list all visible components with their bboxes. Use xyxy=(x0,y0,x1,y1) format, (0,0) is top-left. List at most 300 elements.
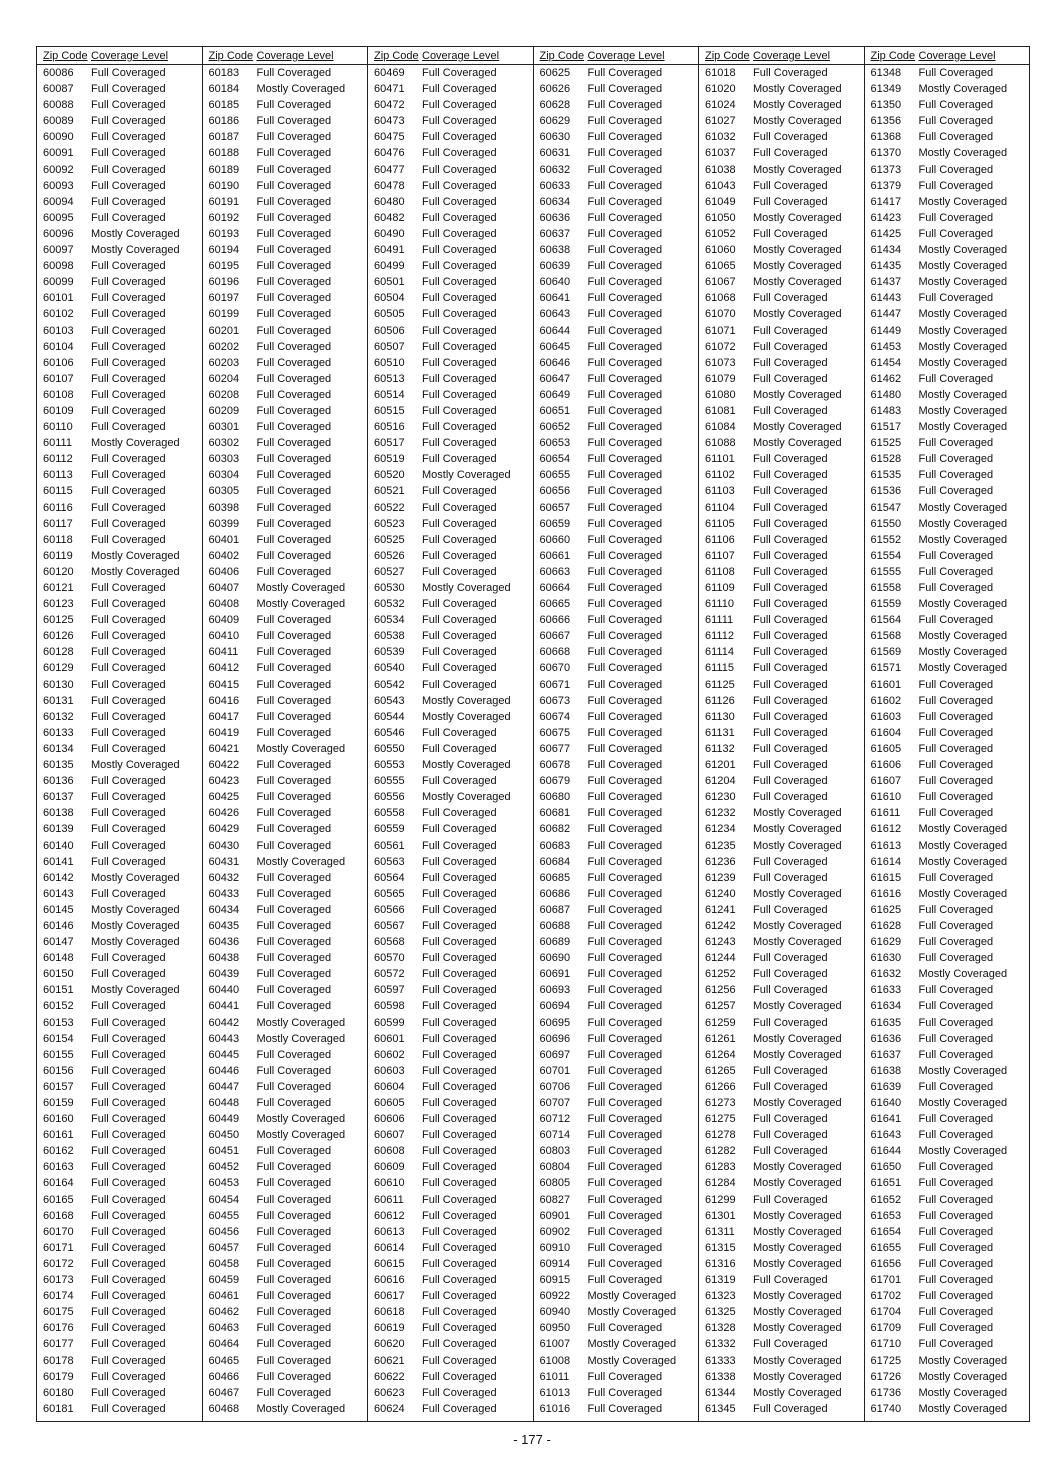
coverage-level-cell: Mostly Coveraged xyxy=(753,839,842,852)
coverage-level-cell: Mostly Coveraged xyxy=(753,1048,842,1061)
zip-code-cell: 60558 xyxy=(374,807,405,820)
coverage-level-cell: Mostly Coveraged xyxy=(587,1354,677,1367)
table-row xyxy=(37,644,202,660)
zip-code-cell: 61065 xyxy=(705,260,736,273)
table-row xyxy=(37,1208,202,1224)
table-row xyxy=(534,81,699,97)
zip-code-cell: 60616 xyxy=(374,1274,405,1287)
zip-code-cell: 61601 xyxy=(870,678,902,691)
zip-code-cell: 61640 xyxy=(870,1097,902,1109)
zip-code-cell: 61132 xyxy=(705,742,735,755)
zip-code-cell: 60464 xyxy=(208,1338,240,1351)
zip-code-cell: 61027 xyxy=(705,115,736,128)
coverage-level-cell: Full Coveraged xyxy=(422,1257,497,1270)
zip-code-cell: 60516 xyxy=(374,421,405,434)
table-row xyxy=(865,950,1030,966)
table-row xyxy=(203,1288,368,1304)
zip-code-cell: 61081 xyxy=(705,404,736,417)
coverage-level-cell: Mostly Coveraged xyxy=(753,1161,842,1174)
coverage-level-cell: Full Coveraged xyxy=(256,244,332,257)
table-row xyxy=(37,435,202,451)
coverage-level-cell: Full Coveraged xyxy=(256,276,332,289)
table-row xyxy=(368,500,533,516)
zip-code-cell: 60476 xyxy=(374,147,405,160)
coverage-level-cell: Full Coveraged xyxy=(256,485,332,498)
zip-code-cell: 60619 xyxy=(374,1322,405,1335)
table-row xyxy=(534,1401,699,1417)
table-row xyxy=(865,435,1030,451)
zip-code-cell: 60441 xyxy=(208,1000,240,1013)
table-row xyxy=(865,580,1030,596)
table-row xyxy=(699,1240,864,1256)
page-number: - 177 - xyxy=(513,1432,551,1447)
table-column-4 xyxy=(534,47,700,1421)
coverage-level-cell: Full Coveraged xyxy=(587,1370,663,1383)
zip-code-cell: 61605 xyxy=(870,742,902,755)
coverage-level-cell: Full Coveraged xyxy=(422,1113,497,1126)
coverage-level-cell: Full Coveraged xyxy=(918,1193,994,1206)
table-row xyxy=(37,467,202,483)
zip-code-cell: 60523 xyxy=(374,517,405,530)
table-row xyxy=(37,162,202,178)
zip-code-cell: 60527 xyxy=(374,565,405,578)
zip-code-cell: 61550 xyxy=(870,517,902,530)
table-row xyxy=(203,1063,368,1079)
table-row xyxy=(203,162,368,178)
table-row xyxy=(699,1127,864,1143)
table-row xyxy=(699,145,864,161)
coverage-level-cell: Full Coveraged xyxy=(753,1193,828,1206)
table-row xyxy=(534,693,699,709)
zip-code-cell: 60514 xyxy=(374,388,405,401)
zip-code-cell: 60638 xyxy=(539,244,571,257)
coverage-level-cell: Full Coveraged xyxy=(422,1225,497,1238)
zip-code-cell: 60447 xyxy=(208,1080,240,1093)
table-row xyxy=(865,1256,1030,1272)
coverage-level-cell: Full Coveraged xyxy=(587,662,663,675)
zip-code-cell: 61568 xyxy=(870,630,902,643)
table-row xyxy=(37,838,202,854)
zip-code-cell: 60644 xyxy=(539,324,571,337)
coverage-level-cell: Full Coveraged xyxy=(256,1290,332,1303)
coverage-level-cell: Full Coveraged xyxy=(587,1241,663,1254)
zip-code-cell: 60145 xyxy=(43,903,74,916)
coverage-level-cell: Full Coveraged xyxy=(256,227,332,240)
zip-code-cell: 60471 xyxy=(374,83,405,96)
table-row xyxy=(37,226,202,242)
table-row xyxy=(534,194,699,210)
table-row xyxy=(865,548,1030,564)
table-row xyxy=(699,403,864,419)
coverage-level-cell: Full Coveraged xyxy=(91,1386,166,1399)
table-row xyxy=(368,1336,533,1352)
coverage-level-cell: Full Coveraged xyxy=(422,775,497,788)
coverage-level-cell: Mostly Coveraged xyxy=(918,147,1008,160)
zip-code-cell: 60555 xyxy=(374,775,405,788)
zip-code-cell: 60141 xyxy=(43,855,74,868)
coverage-level-cell: Full Coveraged xyxy=(91,1225,166,1238)
coverage-level-cell: Mostly Coveraged xyxy=(918,968,1008,981)
table-row xyxy=(368,644,533,660)
table-row xyxy=(534,596,699,612)
zip-code-cell: 60190 xyxy=(208,179,240,192)
table-row xyxy=(865,483,1030,499)
table-row xyxy=(203,81,368,97)
zip-code-cell: 61356 xyxy=(870,115,902,128)
table-row xyxy=(865,596,1030,612)
coverage-level-cell: Full Coveraged xyxy=(256,549,332,562)
zip-code-cell: 60129 xyxy=(43,662,74,675)
zip-code-cell: 60696 xyxy=(539,1032,571,1045)
table-row xyxy=(534,1288,699,1304)
coverage-level-cell: Full Coveraged xyxy=(422,1386,497,1399)
table-row xyxy=(368,290,533,306)
zip-code-cell: 60659 xyxy=(539,517,571,530)
table-row xyxy=(37,1304,202,1320)
table-row xyxy=(865,757,1030,773)
table-row xyxy=(368,741,533,757)
zip-code-cell: 61325 xyxy=(705,1306,736,1319)
coverage-level-cell: Full Coveraged xyxy=(91,791,166,804)
coverage-level-cell: Full Coveraged xyxy=(256,1145,332,1158)
coverage-level-cell: Full Coveraged xyxy=(256,195,332,208)
table-row xyxy=(368,1385,533,1401)
coverage-level-cell: Full Coveraged xyxy=(91,67,166,79)
zip-code-cell: 60170 xyxy=(43,1225,74,1238)
coverage-level-cell: Mostly Coveraged xyxy=(918,340,1008,353)
zip-code-cell: 60605 xyxy=(374,1097,405,1109)
zip-code-cell: 60651 xyxy=(539,404,571,417)
table-row xyxy=(368,306,533,322)
zip-code-cell: 60639 xyxy=(539,260,571,273)
coverage-level-cell: Full Coveraged xyxy=(753,485,828,498)
table-row xyxy=(37,129,202,145)
coverage-level-cell: Full Coveraged xyxy=(91,260,166,273)
zip-code-cell: 60540 xyxy=(374,662,405,675)
table-row xyxy=(37,97,202,113)
table-row xyxy=(699,355,864,371)
zip-code-cell: 60622 xyxy=(374,1370,405,1383)
table-row xyxy=(368,580,533,596)
zip-code-cell: 60532 xyxy=(374,598,405,611)
coverage-level-cell: Full Coveraged xyxy=(587,244,663,257)
table-row xyxy=(368,419,533,435)
table-row xyxy=(37,757,202,773)
table-row xyxy=(534,741,699,757)
table-row xyxy=(368,1320,533,1336)
zip-code-cell: 60628 xyxy=(539,99,571,112)
coverage-level-cell: Full Coveraged xyxy=(256,614,332,627)
zip-code-cell: 61349 xyxy=(870,83,902,96)
table-row xyxy=(699,1143,864,1159)
coverage-level-cell: Mostly Coveraged xyxy=(753,99,842,112)
coverage-level-cell: Full Coveraged xyxy=(753,372,828,385)
table-row xyxy=(865,725,1030,741)
coverage-level-cell: Mostly Coveraged xyxy=(918,517,1008,530)
table-row xyxy=(534,886,699,902)
column-header xyxy=(203,49,368,65)
zip-code-cell: 61639 xyxy=(870,1080,902,1093)
zip-code-cell: 60688 xyxy=(539,919,571,932)
coverage-level-cell: Full Coveraged xyxy=(918,1000,994,1013)
zip-code-cell: 60399 xyxy=(208,517,240,530)
zip-code-cell: 61049 xyxy=(705,195,736,208)
table-row xyxy=(203,741,368,757)
zip-code-cell: 60673 xyxy=(539,694,571,707)
zip-code-cell: 61232 xyxy=(705,807,736,820)
table-row xyxy=(203,596,368,612)
table-row xyxy=(368,628,533,644)
table-row xyxy=(37,580,202,596)
coverage-level-cell: Full Coveraged xyxy=(91,356,166,369)
table-row xyxy=(534,532,699,548)
table-row xyxy=(534,1063,699,1079)
coverage-level-cell: Mostly Coveraged xyxy=(91,244,180,257)
coverage-level-cell: Full Coveraged xyxy=(256,131,332,144)
zip-code-cell: 60461 xyxy=(208,1290,240,1303)
table-row xyxy=(865,97,1030,113)
table-row xyxy=(37,998,202,1014)
coverage-level-cell: Full Coveraged xyxy=(256,453,332,466)
zip-code-cell: 60682 xyxy=(539,823,571,836)
zip-code-cell: 60184 xyxy=(208,83,240,96)
zip-code-cell: 61610 xyxy=(870,791,902,804)
table-row xyxy=(368,162,533,178)
zip-code-cell: 61535 xyxy=(870,469,902,482)
table-row xyxy=(534,1111,699,1127)
zip-code-cell: 60117 xyxy=(43,517,73,530)
zip-code-cell: 61242 xyxy=(705,919,736,932)
coverage-level-cell: Full Coveraged xyxy=(91,404,166,417)
zip-code-cell: 60599 xyxy=(374,1016,405,1029)
table-row xyxy=(203,677,368,693)
table-row xyxy=(203,419,368,435)
coverage-level-cell: Full Coveraged xyxy=(587,1145,663,1158)
coverage-level-cell: Full Coveraged xyxy=(918,437,994,450)
coverage-level-cell: Full Coveraged xyxy=(256,211,332,224)
zip-code-cell: 60111 xyxy=(43,437,72,450)
coverage-level-cell: Full Coveraged xyxy=(753,1274,828,1287)
coverage-level-cell: Full Coveraged xyxy=(91,807,166,820)
coverage-level-cell: Full Coveraged xyxy=(256,726,332,739)
coverage-level-cell: Full Coveraged xyxy=(422,179,497,192)
zip-code-cell: 60140 xyxy=(43,839,74,852)
coverage-level-cell: Full Coveraged xyxy=(256,372,332,385)
table-row xyxy=(534,838,699,854)
coverage-level-cell: Mostly Coveraged xyxy=(587,1306,677,1319)
coverage-level-cell: Full Coveraged xyxy=(918,710,994,723)
coverage-level-cell: Full Coveraged xyxy=(587,1016,663,1029)
table-column-3 xyxy=(368,47,534,1421)
coverage-level-cell: Mostly Coveraged xyxy=(753,211,842,224)
table-row xyxy=(203,838,368,854)
zip-code-cell: 60096 xyxy=(43,227,74,240)
zip-code-cell: 61020 xyxy=(705,83,736,96)
zip-code-cell: 61615 xyxy=(870,871,902,884)
coverage-level-cell: Full Coveraged xyxy=(587,726,663,739)
zip-code-cell: 60126 xyxy=(43,630,74,643)
table-row xyxy=(865,242,1030,258)
table-row xyxy=(699,548,864,564)
zip-code-cell: 60570 xyxy=(374,952,405,965)
zip-code-cell: 60138 xyxy=(43,807,74,820)
table-row xyxy=(37,934,202,950)
table-row xyxy=(534,918,699,934)
coverage-level-cell: Full Coveraged xyxy=(91,163,166,176)
coverage-level-cell: Full Coveraged xyxy=(918,678,994,691)
coverage-level-cell: Full Coveraged xyxy=(422,1209,497,1222)
coverage-level-cell: Full Coveraged xyxy=(587,1080,663,1093)
zip-code-cell: 60510 xyxy=(374,356,405,369)
zip-code-cell: 61110 xyxy=(705,598,734,611)
table-row xyxy=(203,371,368,387)
coverage-level-cell: Full Coveraged xyxy=(256,1322,332,1335)
table-row xyxy=(865,1015,1030,1031)
table-row xyxy=(865,532,1030,548)
zip-code-cell: 60462 xyxy=(208,1306,240,1319)
zip-code-cell: 60656 xyxy=(539,485,571,498)
table-row xyxy=(368,934,533,950)
zip-code-cell: 60617 xyxy=(374,1290,405,1303)
coverage-level-cell: Full Coveraged xyxy=(753,1402,828,1415)
table-row xyxy=(699,274,864,290)
coverage-level-cell: Mostly Coveraged xyxy=(91,984,180,997)
table-row xyxy=(699,1175,864,1191)
zip-code-cell: 60305 xyxy=(208,485,240,498)
coverage-level-cell: Mostly Coveraged xyxy=(91,759,180,772)
zip-code-cell: 60087 xyxy=(43,83,74,96)
table-row xyxy=(534,854,699,870)
table-row xyxy=(534,1079,699,1095)
zip-code-cell: 60902 xyxy=(539,1225,571,1238)
coverage-level-cell: Full Coveraged xyxy=(422,244,497,257)
table-row xyxy=(203,757,368,773)
table-row xyxy=(37,1143,202,1159)
coverage-level-cell: Full Coveraged xyxy=(753,759,828,772)
table-row xyxy=(37,612,202,628)
table-row xyxy=(865,870,1030,886)
coverage-level-cell: Full Coveraged xyxy=(753,984,828,997)
zip-code-cell: 60565 xyxy=(374,887,405,900)
table-row xyxy=(534,516,699,532)
zip-code-cell: 61528 xyxy=(870,453,902,466)
zip-code-cell: 60132 xyxy=(43,710,74,723)
table-row xyxy=(534,660,699,676)
zip-code-cell: 60155 xyxy=(43,1048,74,1061)
table-row xyxy=(534,934,699,950)
zip-code-cell: 60490 xyxy=(374,227,405,240)
table-row xyxy=(368,870,533,886)
table-row xyxy=(699,902,864,918)
coverage-level-cell: Full Coveraged xyxy=(422,1370,497,1383)
coverage-level-cell: Full Coveraged xyxy=(587,501,663,514)
zip-code-cell: 61108 xyxy=(705,565,735,578)
table-row xyxy=(534,467,699,483)
coverage-level-cell: Full Coveraged xyxy=(91,630,166,643)
zip-code-cell: 61032 xyxy=(705,131,736,144)
coverage-level-cell: Mostly Coveraged xyxy=(587,1290,677,1303)
zip-code-cell: 60090 xyxy=(43,131,74,144)
table-row xyxy=(699,596,864,612)
coverage-level-cell: Full Coveraged xyxy=(422,726,497,739)
table-row xyxy=(534,483,699,499)
coverage-level-cell: Full Coveraged xyxy=(422,1080,497,1093)
coverage-level-cell: Mostly Coveraged xyxy=(918,324,1008,337)
coverage-level-cell: Mostly Coveraged xyxy=(422,582,511,594)
table-row xyxy=(203,516,368,532)
coverage-level-cell: Full Coveraged xyxy=(918,99,994,112)
table-row xyxy=(699,773,864,789)
table-row xyxy=(368,194,533,210)
table-row xyxy=(368,918,533,934)
table-row xyxy=(699,258,864,274)
coverage-level-cell: Full Coveraged xyxy=(256,968,332,981)
zip-code-cell: 60940 xyxy=(539,1306,571,1319)
table-row xyxy=(534,339,699,355)
table-row xyxy=(865,821,1030,837)
coverage-level-cell: Full Coveraged xyxy=(422,1000,497,1013)
zip-code-cell: 61080 xyxy=(705,388,736,401)
zip-code-header: Zip Code xyxy=(374,50,419,62)
table-row xyxy=(203,1175,368,1191)
zip-code-cell: 60597 xyxy=(374,984,405,997)
coverage-level-cell: Full Coveraged xyxy=(587,147,663,160)
coverage-level-cell: Full Coveraged xyxy=(422,1354,497,1367)
coverage-level-cell: Full Coveraged xyxy=(918,742,994,755)
zip-code-cell: 61655 xyxy=(870,1241,902,1254)
table-row xyxy=(534,371,699,387)
coverage-level-cell: Full Coveraged xyxy=(256,630,332,643)
zip-code-cell: 60088 xyxy=(43,99,74,112)
table-row xyxy=(368,403,533,419)
zip-code-cell: 60632 xyxy=(539,163,571,176)
table-row xyxy=(865,129,1030,145)
table-row xyxy=(37,966,202,982)
table-row xyxy=(368,1031,533,1047)
zip-code-cell: 61070 xyxy=(705,308,736,321)
zip-code-cell: 60118 xyxy=(43,533,73,546)
table-row xyxy=(368,1127,533,1143)
table-row xyxy=(699,789,864,805)
coverage-level-cell: Mostly Coveraged xyxy=(918,598,1008,611)
zip-code-cell: 60491 xyxy=(374,244,405,257)
zip-code-cell: 60452 xyxy=(208,1161,240,1174)
table-row xyxy=(534,65,699,81)
zip-code-cell: 60181 xyxy=(43,1402,74,1415)
coverage-level-cell: Full Coveraged xyxy=(587,195,663,208)
table-row xyxy=(534,725,699,741)
zip-code-cell: 60446 xyxy=(208,1064,240,1077)
coverage-level-cell: Full Coveraged xyxy=(91,1161,166,1174)
zip-code-cell: 61261 xyxy=(705,1032,736,1045)
table-row xyxy=(203,1159,368,1175)
table-row xyxy=(203,323,368,339)
zip-code-cell: 60154 xyxy=(43,1032,74,1045)
coverage-level-cell: Full Coveraged xyxy=(91,710,166,723)
coverage-level-cell: Full Coveraged xyxy=(918,614,994,627)
zip-code-cell: 60521 xyxy=(374,485,405,498)
coverage-level-cell: Full Coveraged xyxy=(91,1193,166,1206)
coverage-level-cell: Full Coveraged xyxy=(587,807,663,820)
zip-code-cell: 60691 xyxy=(539,968,571,981)
table-row xyxy=(699,564,864,580)
zip-code-cell: 61552 xyxy=(870,533,902,546)
table-row xyxy=(865,1224,1030,1240)
table-row xyxy=(865,854,1030,870)
table-row xyxy=(203,1208,368,1224)
coverage-level-cell: Mostly Coveraged xyxy=(256,83,346,96)
table-row xyxy=(368,1175,533,1191)
